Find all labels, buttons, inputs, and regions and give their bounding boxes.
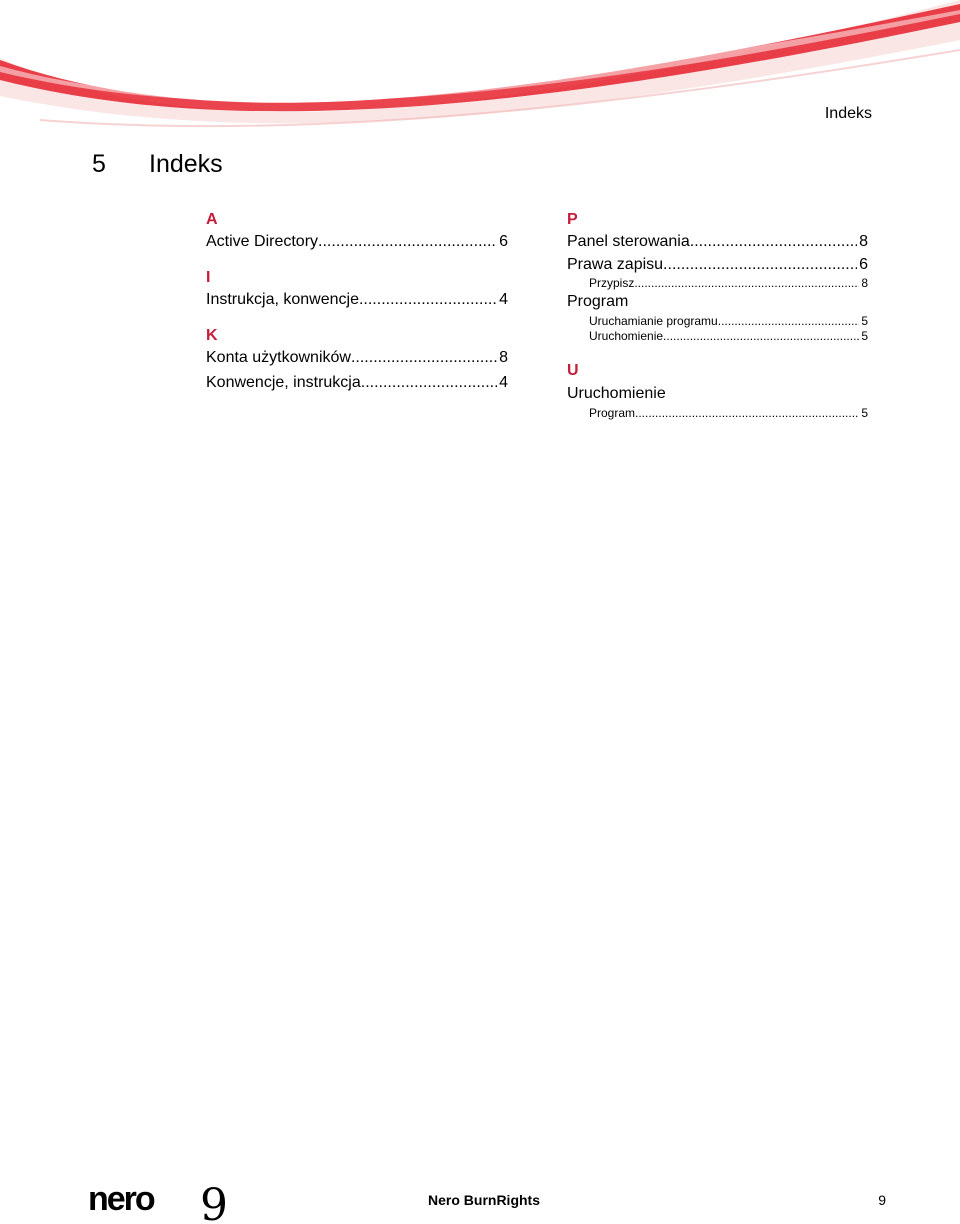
index-heading-uruchomienie: Uruchomienie <box>567 385 666 402</box>
index-term: Panel sterowania <box>567 233 690 250</box>
chapter-number: 5 <box>92 150 106 178</box>
index-term: Active Directory <box>206 233 319 250</box>
leader-dots <box>318 230 497 253</box>
index-page: 5 <box>861 406 868 420</box>
leader-dots <box>663 253 857 276</box>
index-letter-a: A <box>206 211 218 228</box>
index-subentry[interactable] <box>567 276 868 291</box>
index-term: Prawa zapisu <box>567 256 664 273</box>
index-letter-u: U <box>567 362 579 379</box>
leader-dots <box>359 288 497 311</box>
index-entry[interactable] <box>206 230 508 253</box>
index-subentry[interactable] <box>567 406 868 421</box>
index-term: Konwencje, instrukcja <box>206 374 361 391</box>
index-subentry[interactable] <box>567 314 868 329</box>
index-column-right <box>567 209 868 421</box>
index-page: 6 <box>499 233 508 250</box>
index-entry[interactable] <box>206 371 508 394</box>
index-letter-k: K <box>206 327 218 344</box>
index-heading-program: Program <box>567 293 629 310</box>
leader-dots <box>635 406 859 421</box>
index-column-left <box>206 209 508 394</box>
svg-text:nero: nero <box>88 1180 154 1218</box>
index-entry[interactable] <box>567 253 868 276</box>
index-letter-i: I <box>206 269 211 286</box>
index-page: 4 <box>499 374 508 391</box>
leader-dots <box>351 346 497 369</box>
index-subentry[interactable] <box>567 329 868 344</box>
index-subterm: Program <box>589 406 636 420</box>
index-page: 5 <box>861 329 868 343</box>
index-subterm: Uruchamianie programu <box>589 314 718 328</box>
leader-dots <box>634 276 859 291</box>
index-term: Konta użytkowników <box>206 349 351 366</box>
footer-product-name: Nero BurnRights <box>428 1192 540 1208</box>
index-subterm: Przypisz <box>589 276 635 290</box>
leader-dots <box>718 314 860 329</box>
index-page: 8 <box>859 233 868 250</box>
index-entry[interactable] <box>206 288 508 311</box>
svg-text:9: 9 <box>200 1180 228 1224</box>
index-page: 8 <box>499 349 508 366</box>
leader-dots <box>361 371 497 394</box>
index-entry[interactable] <box>206 346 508 369</box>
chapter-title: Indeks <box>149 150 223 178</box>
index-page: 5 <box>861 314 868 328</box>
page-title <box>92 150 223 179</box>
running-header-label: Indeks <box>824 105 872 122</box>
leader-dots <box>690 230 857 253</box>
leader-dots <box>663 329 859 344</box>
index-subterm: Uruchomienie <box>589 329 664 343</box>
index-term: Instrukcja, konwencje <box>206 291 359 308</box>
footer-page-number: 9 <box>878 1192 886 1208</box>
index-page: 4 <box>499 291 508 308</box>
index-letter-p: P <box>567 211 578 228</box>
index-page: 8 <box>861 276 868 290</box>
index-page: 6 <box>859 256 868 273</box>
header-swoosh-banner <box>0 0 960 140</box>
index-entry[interactable] <box>567 230 868 253</box>
nero-logo-icon <box>88 1180 228 1224</box>
